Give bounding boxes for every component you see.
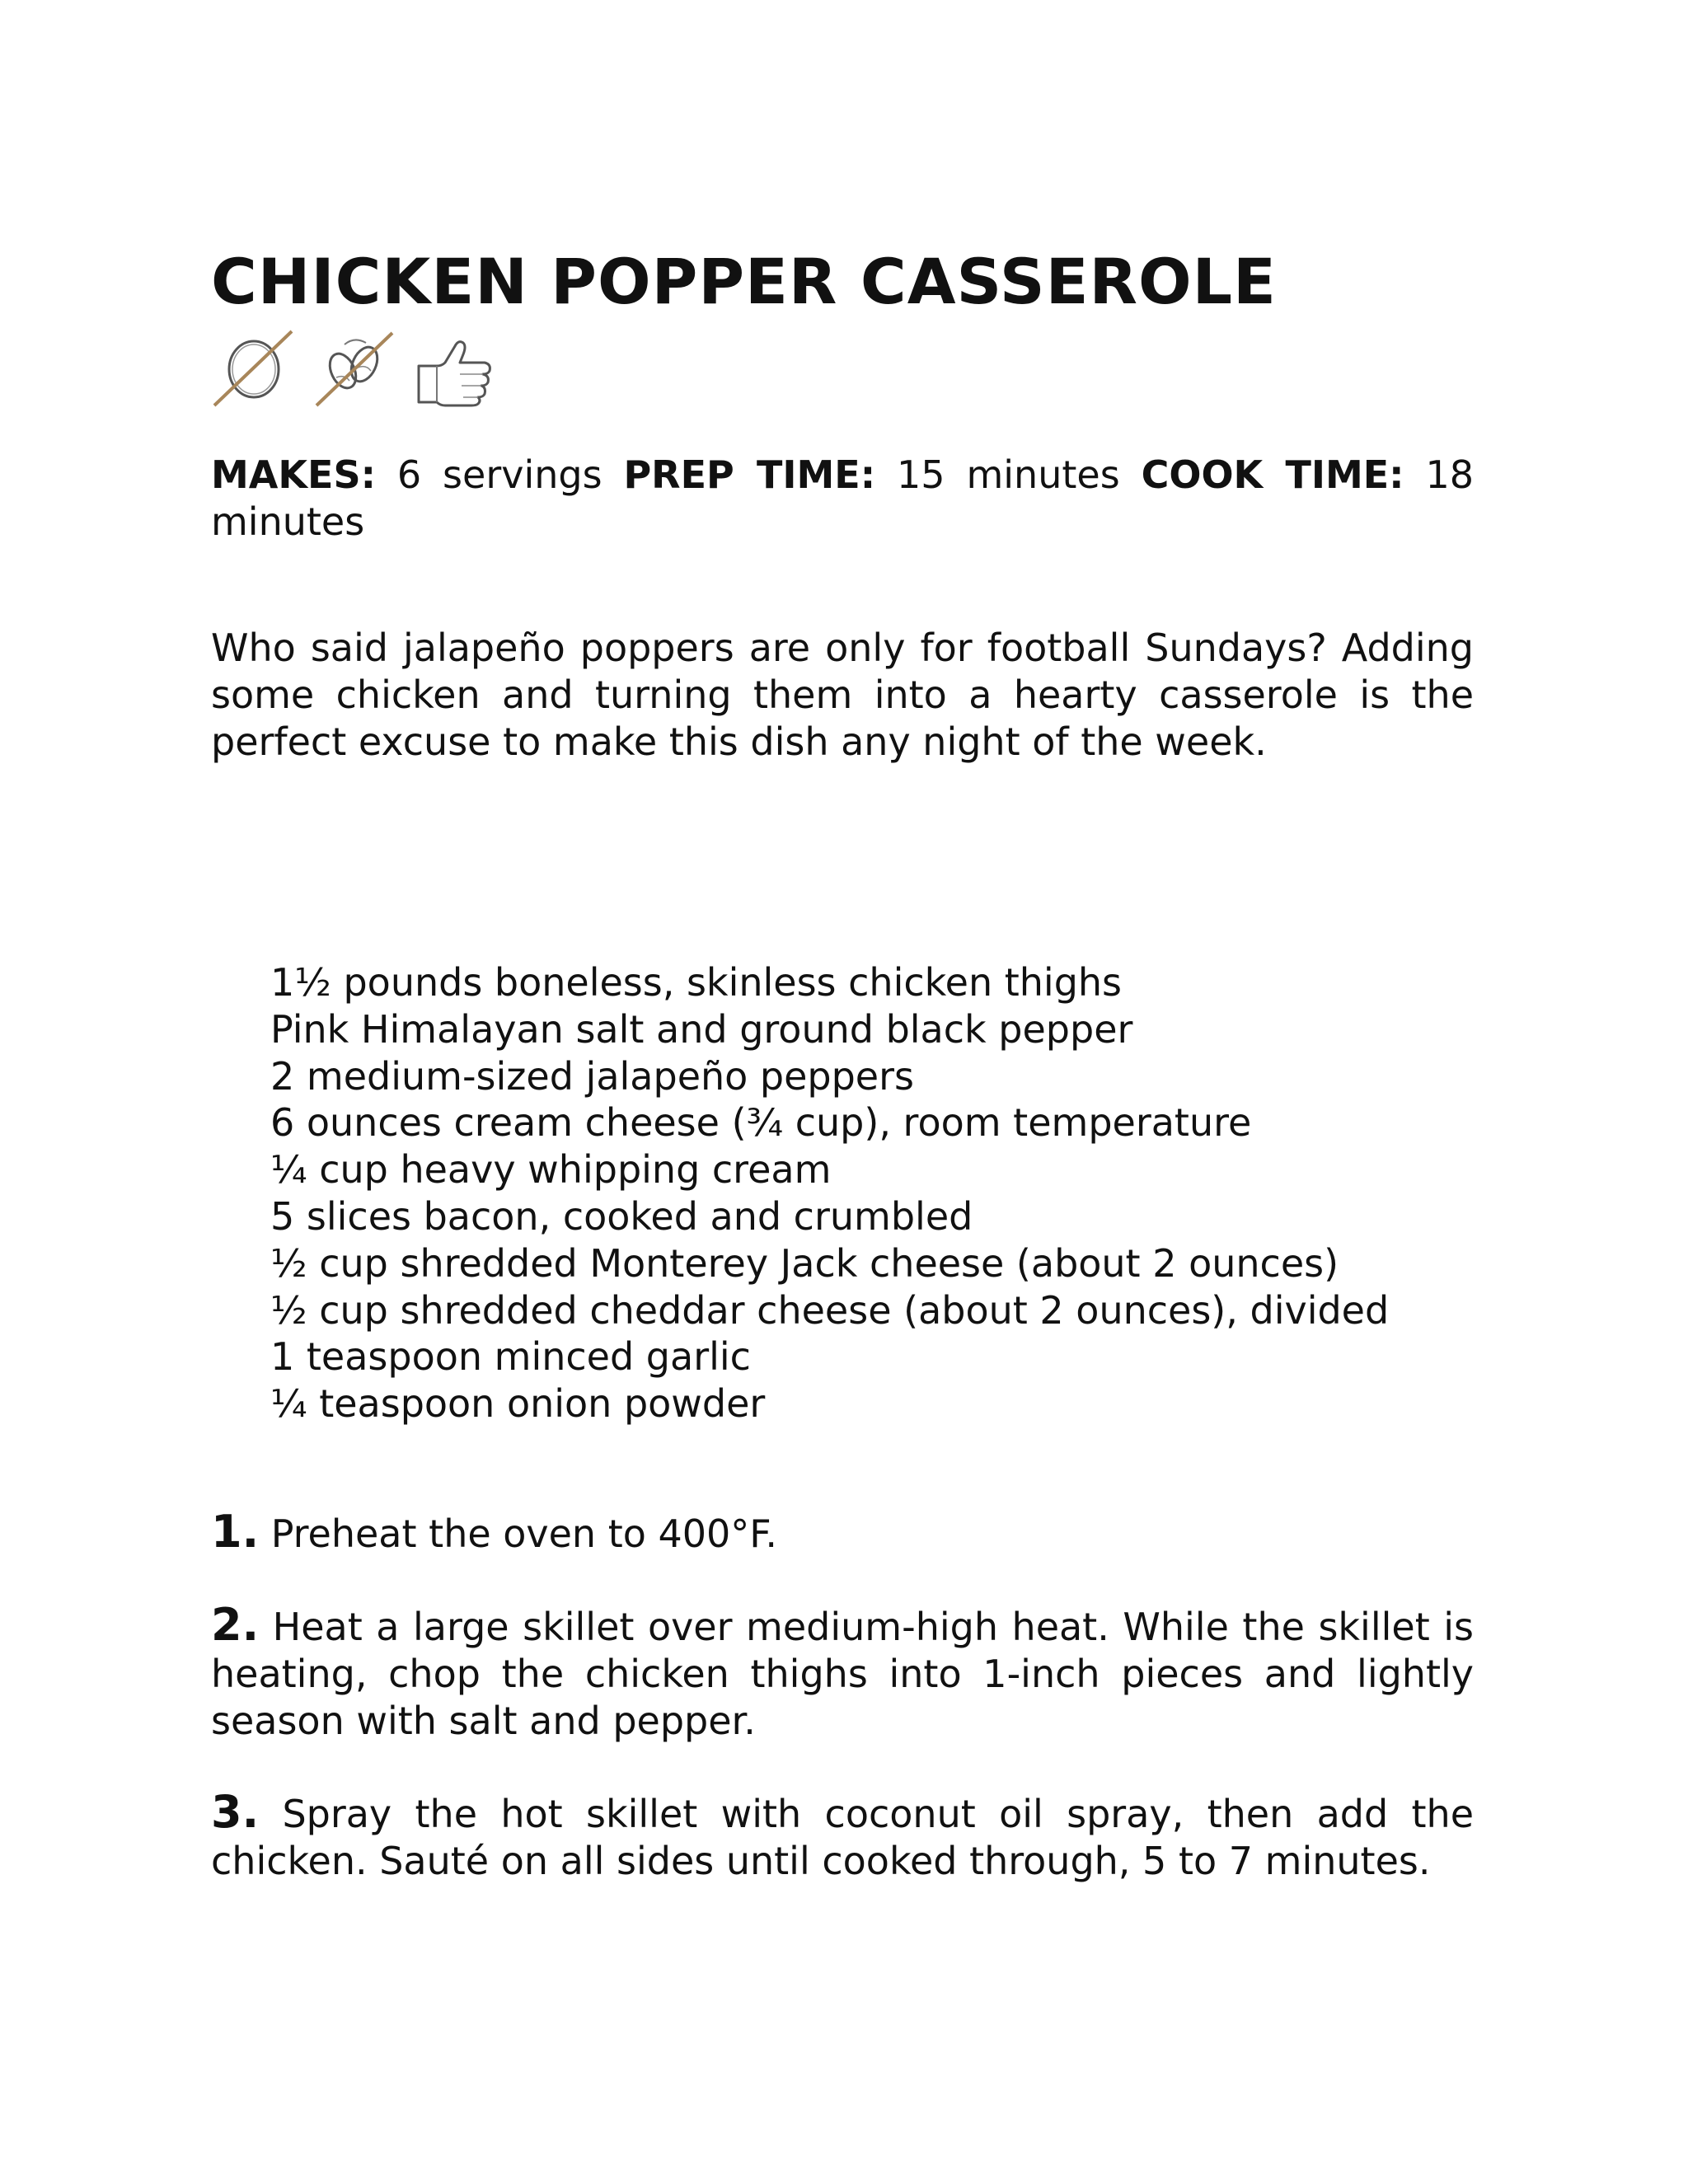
ingredient-item: 5 slices bacon, cooked and crumbled xyxy=(270,1193,973,1239)
step-number: 1. xyxy=(211,1506,260,1558)
ingredient-item: 1½ pounds boneless, skinless chicken thighs xyxy=(270,960,1123,1005)
ingredient-item: ¼ teaspoon onion powder xyxy=(270,1381,766,1427)
ingredient-list xyxy=(270,959,1389,1427)
no-dairy-free-icon xyxy=(211,328,297,410)
recipe-title: CHICKEN POPPER CASSEROLE xyxy=(211,245,1277,318)
instruction-steps xyxy=(211,1508,1474,1929)
cook-time-value: 18 minutes xyxy=(211,452,1475,544)
instruction-step xyxy=(211,1601,1474,1745)
ingredient-item: 6 ounces cream cheese (¾ cup), room temperature xyxy=(270,1100,1252,1146)
step-number: 3. xyxy=(211,1786,260,1838)
step-number: 2. xyxy=(211,1599,260,1651)
makes-value: 6 servings xyxy=(396,452,603,497)
prep-time-value: 15 minutes xyxy=(897,452,1120,497)
step-text: Preheat the oven to 400°F. xyxy=(270,1511,778,1556)
ingredient-item: ¼ cup heavy whipping cream xyxy=(270,1147,832,1193)
ingredient-item: 1 teaspoon minced garlic xyxy=(270,1334,751,1380)
ingredient-item: ½ cup shredded Monterey Jack cheese (about 2 ounces) xyxy=(270,1240,1339,1286)
ingredient-item: Pink Himalayan salt and ground black pepper xyxy=(270,1006,1133,1052)
ingredient-item: ½ cup shredded cheddar cheese (about 2 ounces), divided xyxy=(270,1287,1390,1333)
no-nut-free-icon xyxy=(312,328,397,410)
step-text: Spray the hot skillet with coconut oil spray, then add the chicken. Sauté on all sides until cooked through, 5 to 7 minutes. xyxy=(211,1792,1474,1883)
step-text: Heat a large skillet over medium-high heat. While the skillet is heating, chop the chicken thighs into 1-inch pieces and lightly season with salt and pepper. xyxy=(211,1605,1475,1743)
prep-time-label: PREP TIME: xyxy=(623,452,876,497)
thumbs-up-icon xyxy=(412,328,498,410)
recipe-meta xyxy=(211,452,1474,546)
recipe-intro: Who said jalapeño poppers are only for football Sundays? Adding some chicken and turning them into a hearty casserole is the perfect excuse to make this dish any night of the week. xyxy=(211,626,1474,764)
instruction-step xyxy=(211,1788,1474,1885)
makes-label: MAKES: xyxy=(211,452,376,497)
instruction-step xyxy=(211,1508,1474,1558)
ingredient-item: 2 medium-sized jalapeño peppers xyxy=(270,1053,914,1099)
cook-time-label: COOK TIME: xyxy=(1141,452,1404,497)
dietary-icons xyxy=(211,328,498,410)
